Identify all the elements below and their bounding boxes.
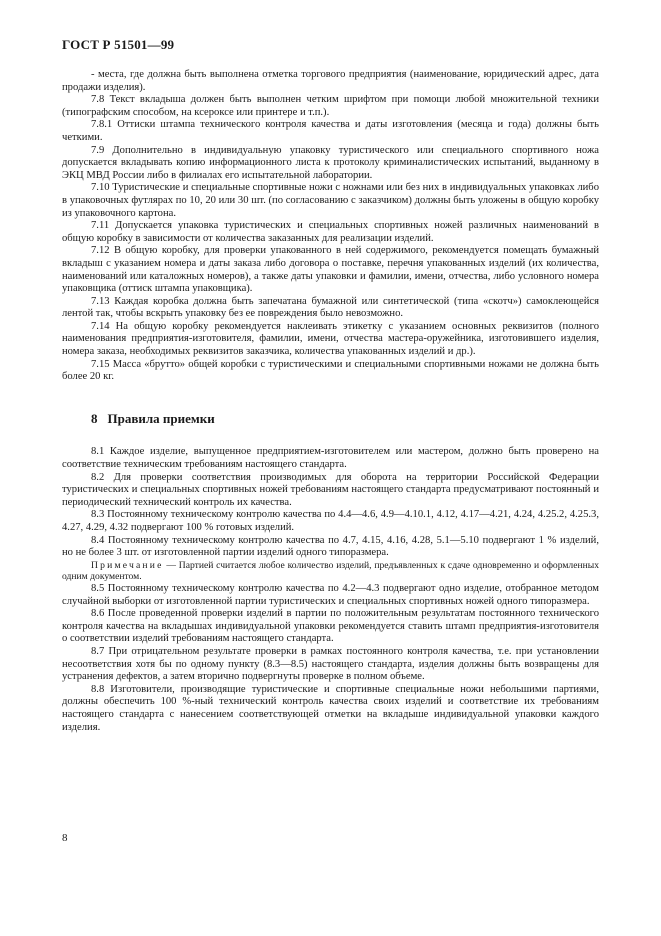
document-body xyxy=(62,69,599,734)
document-code: ГОСТ Р 51501—99 xyxy=(62,37,175,52)
paragraph: 8.7 При отрицательном результате проверки в рамках постоянного контроля качества, т.е. при установлении несоответствия хотя бы по одному пункту (8.3—8.5) настоящего стандарта, изделия должны быть возвращены для устранения дефектов, а затем вторично подвергнуты проверке в полном объеме. xyxy=(62,645,599,683)
paragraph: 7.10 Туристические и специальные спортивные ножи с ножнами или без них в индивидуальных упаковках либо в упаковочных футлярах по 10, 20 или 30 шт. (по согласованию с заказчиком) должны быть уложены в общую коробку из упаковочного картона. xyxy=(62,182,599,219)
note-text: — Партией считается любое количество изделий, предъявленных к сдаче одновременно и оформленных одним документом. xyxy=(62,559,599,583)
paragraph: 7.11 Допускается упаковка туристических и специальных спортивных ножей различных наименований в общую коробку в зависимости от количества заказанных для реализации изделий. xyxy=(62,220,599,244)
paragraph: 7.14 На общую коробку рекомендуется наклеивать этикетку с указанием основных реквизитов (полного наименования предприятия-изготовителя, фамилии, имени, отчества мастера-оружейника, изготовившего изделия, номера заказа, необходимых реквизитов заказчика, количества упакованных изделий и др.). xyxy=(62,320,599,358)
paragraph: 7.9 Дополнительно в индивидуальную упаковку туристического или специального спортивного ножа допускается вкладывать копию информационного листа к протоколу криминалистических испытаний, выданному в ЭКЦ МВД России либо в филиалах его испытательной лаборатории. xyxy=(62,144,599,181)
section-number: 8 xyxy=(91,410,98,426)
note xyxy=(62,560,599,583)
paragraph: 7.15 Масса «брутто» общей коробки с туристическими и специальными спортивными ножами не должна быть более 20 кг. xyxy=(62,358,599,383)
paragraph: 8.2 Для проверки соответствия производимых для оборота на территории Российской Федерации туристических и специальных спортивных ножей требованиям настоящего стандарта предусматривают постоянный и периодический технический контроль их качества. xyxy=(62,471,599,508)
paragraph: 7.12 В общую коробку, для проверки упакованного в ней содержимого, рекомендуется помещать бумажный вкладыш с указанием номера и даты заказа либо договора о поставке, перечня упакованных изделий (их количества, наименований или каталожных номеров), а также даты упаковки и фамилии, имени, отчества, либо условного номера упаковщика (оттиск штампа упаковщика). xyxy=(62,245,599,295)
paragraph: 7.8 Текст вкладыша должен быть выполнен четким шрифтом при помощи любой множительной техники (типографским способом, на ксероксе или принтере и т.п.). xyxy=(62,94,599,118)
paragraph: 8.5 Постоянному техническому контролю качества по 4.2—4.3 подвергают одно изделие, отобранное методом случайной выборки от изготовленной партии туристических и специальных спортивных ножей одного типоразмера. xyxy=(62,582,599,607)
paragraph: 8.8 Изготовители, производящие туристические и спортивные специальные ножи небольшими партиями, должны обеспечить 100 %-ный технический контроль качества своих изделий и соответствие их требованиям настоящего стандарта с нанесением соответствующей отметки на вкладыше индивидуальной упаковки каждого изделия. xyxy=(62,683,599,733)
paragraph: 8.6 После проведенной проверки изделий в партии по положительным результатам постоянного технического контроля качества на вкладышах индивидуальной упаковки рекомендуется ставить штамп предприятия-изготовителя о соответствии изделий требованиям настоящего стандарта. xyxy=(62,608,599,645)
note-lead: Примечание xyxy=(91,559,164,571)
paragraph: - места, где должна быть выполнена отметка торгового предприятия (наименование, юридический адрес, дата продажи изделия). xyxy=(62,69,599,93)
paragraph: 7.13 Каждая коробка должна быть запечатана бумажной или синтетической (типа «скотч») самоклеющейся лентой так, чтобы вскрыть упаковку без ее повреждения было невозможно. xyxy=(62,295,599,320)
page-number: 8 xyxy=(62,832,68,844)
paragraph: 8.4 Постоянному техническому контролю качества по 4.7, 4.15, 4.16, 4.28, 5.1—5.10 подвергают 1 % изделий, но не более 3 шт. от изготовленной партии изделий одного типоразмера. xyxy=(62,534,599,559)
paragraph: 8.1 Каждое изделие, выпущенное предприятием-изготовителем или мастером, должно быть проверено на соответствие техническим требованиям настоящего стандарта. xyxy=(62,446,599,471)
section-title: Правила приемки xyxy=(107,410,215,426)
section-heading xyxy=(91,410,599,426)
paragraph: 7.8.1 Оттиски штампа технического контроля качества и даты изготовления (месяца и года) должны быть четкими. xyxy=(62,119,599,143)
paragraph: 8.3 Постоянному техническому контролю качества по 4.4—4.6, 4.9—4.10.1, 4.12, 4.17—4.21, 4.24, 4.25.2, 4.25.3, 4.27, 4.29, 4.32 подвергают 100 % готовых изделий. xyxy=(62,509,599,533)
